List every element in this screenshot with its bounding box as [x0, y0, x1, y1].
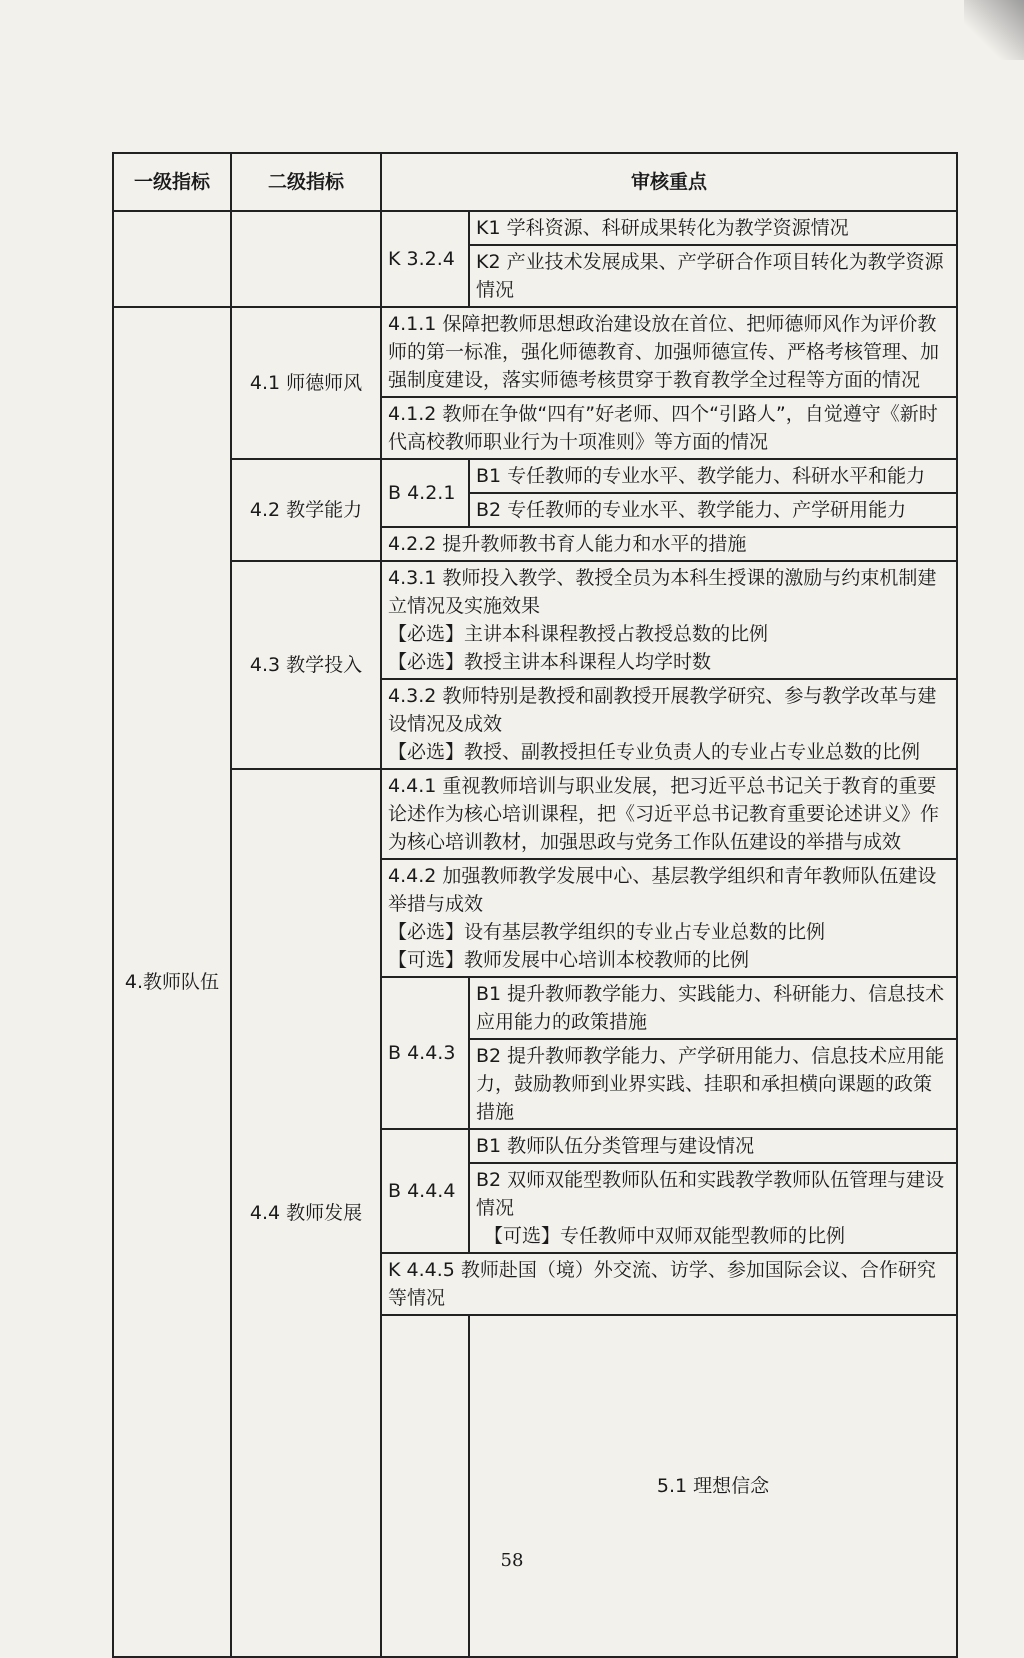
header-audit-focus: 审核重点	[381, 153, 957, 211]
table-row	[113, 459, 957, 493]
page-corner-shadow	[964, 0, 1024, 60]
empty-cell	[381, 1315, 469, 1657]
k324-code: K 3.2.4	[381, 211, 469, 307]
s44-label: 4.4 教师发展	[231, 769, 381, 1657]
b444-code: B 4.4.4	[381, 1129, 469, 1253]
empty-cell	[113, 211, 231, 307]
empty-cell	[231, 211, 381, 307]
b444-b2: B2 双师双能型教师队伍和实践教学教师队伍管理与建设情况	[476, 1169, 945, 1219]
header-level2: 二级指标	[231, 153, 381, 211]
i442-optional-1: 【可选】教师发展中心培训本校教师的比例	[388, 949, 750, 971]
k324-k1: K1 学科资源、科研成果转化为教学资源情况	[469, 211, 957, 245]
k445: K 4.4.5 教师赴国（境）外交流、访学、参加国际会议、合作研究等情况	[381, 1253, 957, 1315]
k324-k2: K2 产业技术发展成果、产学研合作项目转化为教学资源情况	[469, 245, 957, 307]
s42-label: 4.2 教学能力	[231, 459, 381, 561]
s41-label: 4.1 师德师风	[231, 307, 381, 459]
i431-required-1: 【必选】主讲本科课程教授占教授总数的比例	[388, 623, 769, 645]
table-row	[113, 211, 957, 245]
i442-cell	[381, 859, 957, 977]
b444-optional-1: 【可选】专任教师中双师双能型教师的比例	[484, 1225, 846, 1247]
b421-b2: B2 专任教师的专业水平、教学能力、产学研用能力	[469, 493, 957, 527]
table-row	[113, 561, 957, 679]
indicator-table	[112, 152, 958, 1658]
b443-b2: B2 提升教师教学能力、产学研用能力、信息技术应用能力，鼓励教师到业界实践、挂职和承担横向课题的政策措施	[469, 1039, 957, 1129]
table-row	[113, 769, 957, 859]
s51-label: 5.1 理想信念	[469, 1315, 957, 1657]
i431: 4.3.1 教师投入教学、教授全员为本科生授课的激励与约束机制建立情况及实施效果	[388, 567, 937, 617]
i422: 4.2.2 提升教师教书育人能力和水平的措施	[381, 527, 957, 561]
table-row	[113, 307, 957, 397]
section4-title: 4.教师队伍	[113, 307, 231, 1657]
header-level1: 一级指标	[113, 153, 231, 211]
b443-code: B 4.4.3	[381, 977, 469, 1129]
i412: 4.1.2 教师在争做“四有”好老师、四个“引路人”，自觉遵守《新时代高校教师职业行为十项准则》等方面的情况	[381, 397, 957, 459]
b421-code: B 4.2.1	[381, 459, 469, 527]
page-number: 58	[500, 1550, 524, 1571]
b421-b1: B1 专任教师的专业水平、教学能力、科研水平和能力	[469, 459, 957, 493]
i441: 4.4.1 重视教师培训与职业发展，把习近平总书记关于教育的重要论述作为核心培训课程，把《习近平总书记教育重要论述讲义》作为核心培训教材，加强思政与党务工作队伍建设的举措与成效	[381, 769, 957, 859]
i432: 4.3.2 教师特别是教授和副教授开展教学研究、参与教学改革与建设情况及成效	[388, 685, 937, 735]
i432-required-1: 【必选】教授、副教授担任专业负责人的专业占专业总数的比例	[388, 741, 921, 763]
b443-b1: B1 提升教师教学能力、实践能力、科研能力、信息技术应用能力的政策措施	[469, 977, 957, 1039]
b444-b2-cell	[469, 1163, 957, 1253]
i431-cell	[381, 561, 957, 679]
s43-label: 4.3 教学投入	[231, 561, 381, 769]
i432-cell	[381, 679, 957, 769]
i442: 4.4.2 加强教师教学发展中心、基层教学组织和青年教师队伍建设举措与成效	[388, 865, 937, 915]
header-row	[113, 153, 957, 211]
i411: 4.1.1 保障把教师思想政治建设放在首位、把师德师风作为评价教师的第一标准，强化师德教育、加强师德宣传、严格考核管理、加强制度建设，落实师德考核贯穿于教育教学全过程等方面的情况	[381, 307, 957, 397]
i442-required-1: 【必选】设有基层教学组织的专业占专业总数的比例	[388, 921, 826, 943]
i431-required-2: 【必选】教授主讲本科课程人均学时数	[388, 651, 712, 673]
b444-b1: B1 教师队伍分类管理与建设情况	[469, 1129, 957, 1163]
